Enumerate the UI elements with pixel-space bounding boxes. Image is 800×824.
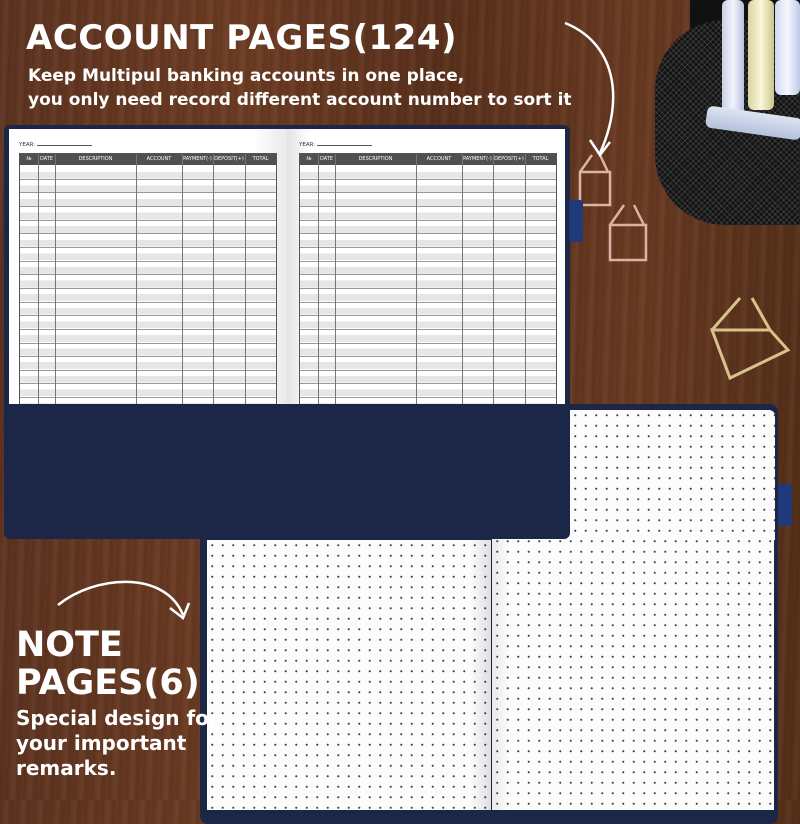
description-line-2: you only need record different account number to sort it [28, 90, 572, 110]
year-field: YEAR: [19, 142, 92, 148]
account-pages-description [28, 64, 572, 112]
ledger-row-line [300, 233, 556, 234]
bookmark-ribbon [569, 200, 583, 242]
ledger-row-line [20, 315, 276, 316]
ledger-row-line [300, 274, 556, 275]
binder-clip-2 [600, 200, 660, 270]
ledger-row-line [300, 288, 556, 289]
ledger-row-line [20, 220, 276, 221]
ledger-column-header: DEPOSIT(+) [214, 156, 244, 162]
ledger-row-line [20, 261, 276, 262]
ledger-row-line [300, 383, 556, 384]
note-description-line-3: remarks. [16, 756, 117, 780]
dot-grid-page-left [207, 540, 491, 810]
ledger-column-header: DATE [39, 156, 53, 162]
binder-clip-3 [700, 290, 800, 385]
ledger-row-line [20, 356, 276, 357]
ledger-row-line [20, 302, 276, 303]
note-title-line-2: PAGES(6) [16, 663, 200, 703]
ledger-column-header: ACCOUNT [146, 156, 172, 162]
ledger-row-line [20, 370, 276, 371]
ledger-row-line [20, 288, 276, 289]
note-pages-title [16, 626, 200, 702]
ledger-row-line [300, 329, 556, 330]
ledger-column-header: № [26, 156, 32, 162]
curved-arrow-icon [560, 18, 630, 168]
pen-3 [775, 0, 800, 95]
ledger-row-line [20, 192, 276, 193]
description-line-1: Keep Multipul banking accounts in one place, [28, 66, 465, 86]
ledger-column-header: DEPOSIT(+) [494, 156, 524, 162]
note-title-line-1: NOTE [16, 625, 123, 665]
ledger-row-line [300, 192, 556, 193]
ledger-row-line [300, 343, 556, 344]
ledger-row-line [300, 315, 556, 316]
ledger-row-line [300, 220, 556, 221]
ledger-column-header: DESCRIPTION [358, 156, 393, 162]
note-pages-description [16, 706, 219, 781]
bookmark-ribbon [778, 484, 792, 526]
ledger-row-line [20, 233, 276, 234]
ledger-row-line [300, 261, 556, 262]
curved-arrow-icon [55, 570, 195, 630]
ledger-row-line [20, 397, 276, 398]
ledger-column-header: № [306, 156, 312, 162]
ledger-row-line [20, 274, 276, 275]
account-book-pages-bottom [9, 404, 565, 531]
ledger-row-line [300, 302, 556, 303]
ledger-row-line [300, 247, 556, 248]
ledger-row-line [20, 206, 276, 207]
ledger-row-line [300, 370, 556, 371]
ledger-row-line [300, 397, 556, 398]
pen-1 [722, 0, 744, 120]
ledger-row-line [20, 329, 276, 330]
ledger-row-line [300, 356, 556, 357]
ledger-row-line [20, 247, 276, 248]
ledger-row-line [20, 343, 276, 344]
page-gutter-shadow [470, 540, 492, 810]
note-description-line-2: your important [16, 731, 187, 755]
ledger-row-line [20, 179, 276, 180]
ledger-column-header: TOTAL [252, 156, 269, 162]
ledger-column-header: TOTAL [532, 156, 549, 162]
ledger-column-header: PAYMENT(-) [183, 156, 212, 162]
ledger-row-line [300, 179, 556, 180]
dot-grid-page-right-top [570, 410, 775, 540]
ledger-column-header: DATE [319, 156, 333, 162]
ledger-column-header: DESCRIPTION [78, 156, 113, 162]
ledger-column-header: PAYMENT(-) [463, 156, 492, 162]
ledger-row-line [20, 383, 276, 384]
ledger-column-header: ACCOUNT [426, 156, 452, 162]
pen-2 [748, 0, 774, 110]
year-field: YEAR: [299, 142, 372, 148]
note-description-line-1: Special design for [16, 706, 219, 730]
ledger-row-line [300, 206, 556, 207]
account-pages-title: ACCOUNT PAGES(124) [26, 18, 457, 58]
